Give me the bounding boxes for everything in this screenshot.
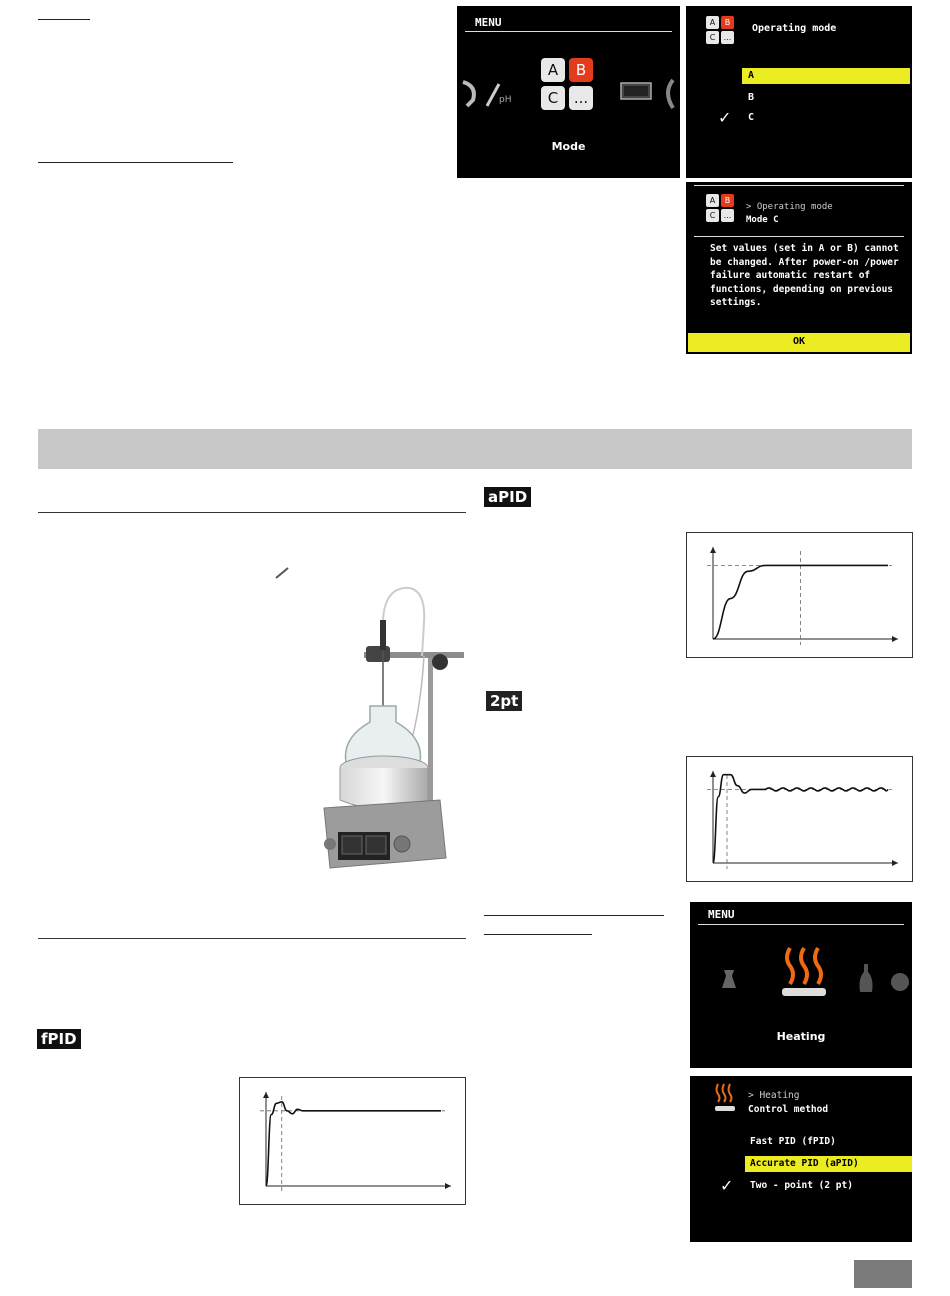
mini-tile-more: ...: [721, 31, 734, 44]
page-number-box: [854, 1260, 912, 1288]
mode-option-a[interactable]: A: [748, 70, 755, 81]
menu-header: MENU: [475, 16, 502, 29]
display-icon: [619, 80, 655, 104]
2pt-y-arrow: [710, 771, 716, 777]
apid-tag: aPID: [484, 487, 531, 507]
control-option-fpid[interactable]: Fast PID (fPID): [750, 1136, 836, 1147]
selected-option-bar: [742, 68, 910, 84]
fPID-y-arrow: [263, 1092, 269, 1098]
control-option-two-point[interactable]: Two - point (2 pt): [750, 1180, 853, 1191]
2pt-response-curve: [713, 775, 888, 863]
control-method-screen: [690, 1076, 912, 1242]
section-banner: [38, 429, 912, 469]
mode-tile-a: A: [541, 58, 565, 82]
mode-tile-more: ...: [569, 86, 593, 110]
mini-tile-b: B: [721, 16, 734, 29]
apid-chart-frame: [686, 532, 913, 658]
right-subheading-rule-1: [484, 915, 664, 916]
mode-c-screen: [686, 182, 912, 354]
clock-icon: [661, 76, 680, 112]
ph-label: pH: [499, 95, 512, 105]
check-icon-2: ✓: [720, 1176, 734, 1195]
fpid-chart: [240, 1078, 465, 1204]
control-breadcrumb: > Heating: [748, 1090, 800, 1101]
fpid-chart-frame: [239, 1077, 466, 1205]
left-section-rule-2: [38, 938, 466, 939]
stand-icon: [718, 966, 742, 992]
operating-mode-title: Operating mode: [752, 23, 837, 34]
subheading-underline: [38, 162, 233, 163]
aPID-y-arrow: [710, 547, 716, 553]
aPID-x-arrow: [892, 636, 898, 642]
menu-heating-screen: [690, 902, 912, 1068]
heating-small-icon: [712, 1082, 738, 1116]
menu-header-2: MENU: [708, 908, 735, 921]
left-section-rule-1: [38, 512, 466, 513]
stirrer-icon: [457, 76, 485, 116]
mini-tile-a-2: A: [706, 194, 719, 207]
two-point-chart: [687, 757, 912, 881]
check-icon: ✓: [718, 108, 732, 127]
mode-c-title: Mode C: [746, 215, 779, 225]
menu-caption-2: Heating: [776, 1030, 826, 1043]
two-point-chart-frame: [686, 756, 913, 882]
menu-mode-screen: [457, 6, 680, 178]
timer-icon: [888, 968, 910, 994]
fPID-x-arrow: [445, 1183, 451, 1189]
control-option-apid[interactable]: Accurate PID (aPID): [750, 1158, 859, 1169]
temperature-probe-icon: [274, 566, 290, 580]
mode-tile-b: B: [569, 58, 593, 82]
flask-icon: [856, 962, 876, 996]
heating-icon: [776, 944, 832, 1002]
mode-option-c[interactable]: C: [748, 112, 755, 123]
mode-c-breadcrumb: > Operating mode: [746, 202, 833, 212]
mode-c-description: Set values (set in A or B) cannot be changed. After power-on /power failure automatic restart of functions, depending on previous settings.: [710, 243, 899, 308]
mini-tile-c: C: [706, 31, 719, 44]
mini-tile-more-2: ...: [721, 209, 734, 222]
menu-caption: Mode: [551, 140, 586, 153]
apid-chart: [687, 533, 912, 657]
mode-option-b[interactable]: B: [748, 92, 755, 103]
fpid-tag: fPID: [37, 1029, 81, 1049]
ok-label: OK: [792, 336, 806, 347]
mini-tile-b-2: B: [721, 194, 734, 207]
top-heading-underline: [38, 19, 90, 20]
operating-mode-screen: [686, 6, 912, 178]
mini-tile-a: A: [706, 16, 719, 29]
two-point-tag: 2pt: [486, 691, 522, 711]
mode-tile-c: C: [541, 86, 565, 110]
control-title: Control method: [748, 1104, 829, 1115]
2pt-x-arrow: [892, 860, 898, 866]
mini-tile-c-2: C: [706, 209, 719, 222]
fPID-response-curve: [266, 1102, 441, 1186]
hotplate-stirrer-illustration: [300, 582, 472, 887]
right-subheading-rule-2: [484, 934, 592, 935]
